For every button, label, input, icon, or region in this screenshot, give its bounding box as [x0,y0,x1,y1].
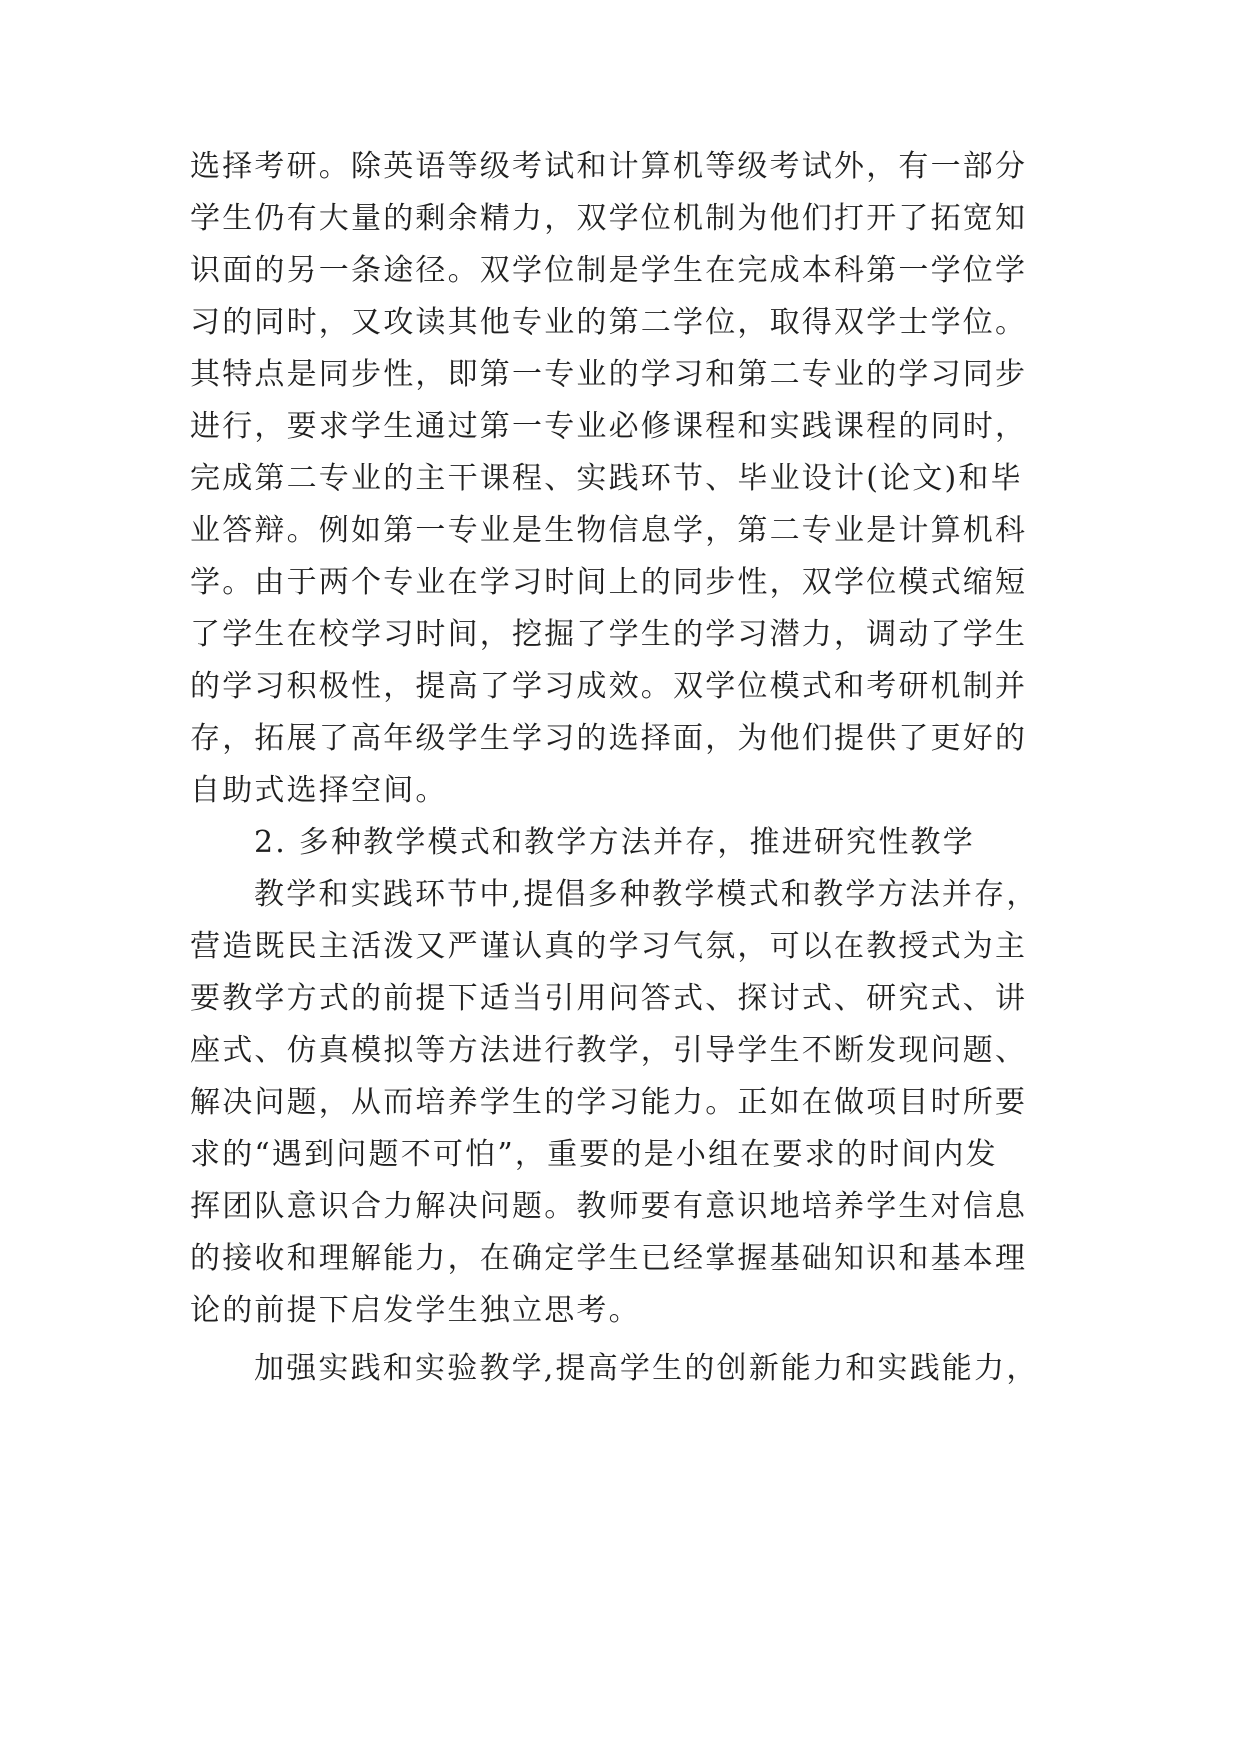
text-line: 识面的另一条途径。双学位制是学生在完成本科第一学位学 [190,253,1028,288]
text-line: 完成第二专业的主干课程、实践环节、毕业设计(论文)和毕 [190,461,1023,496]
text-line: 选择考研。除英语等级考试和计算机等级考试外，有一部分 [190,149,1028,184]
text-line: 挥团队意识合力解决问题。教师要有意识地培养学生对信息 [190,1189,1028,1224]
text-line: 解决问题，从而培养学生的学习能力。正如在做项目时所要 [190,1085,1028,1120]
text-line: 营造既民主活泼又严谨认真的学习气氛，可以在教授式为主 [190,929,1028,964]
text-line: 教学和实践环节中,提倡多种教学模式和教学方法并存， [254,877,1039,912]
text-line: 进行，要求学生通过第一专业必修课程和实践课程的同时， [190,409,1028,444]
text-line: 存，拓展了高年级学生学习的选择面，为他们提供了更好的 [190,721,1028,756]
text-line: 其特点是同步性，即第一专业的学习和第二专业的学习同步 [190,357,1028,392]
text-line: 的学习积极性，提高了学习成效。双学位模式和考研机制并 [190,669,1028,704]
text-line: 的接收和理解能力，在确定学生已经掌握基础知识和基本理 [190,1241,1028,1276]
text-line: 座式、仿真模拟等方法进行教学，引导学生不断发现问题、 [190,1033,1028,1068]
text-line: 学生仍有大量的剩余精力，双学位机制为他们打开了拓宽知 [190,201,1028,236]
text-line: 自助式选择空间。 [190,773,448,808]
section-heading: 2. 多种教学模式和教学方法并存，推进研究性教学 [254,825,975,860]
text-line: 加强实践和实验教学,提高学生的创新能力和实践能力， [254,1351,1039,1386]
text-line: 要教学方式的前提下适当引用问答式、探讨式、研究式、讲 [190,981,1028,1016]
text-line: 论的前提下启发学生独立思考。 [190,1293,641,1328]
text-line: 学。由于两个专业在学习时间上的同步性，双学位模式缩短 [190,565,1028,600]
text-line: 习的同时，又攻读其他专业的第二学位，取得双学士学位。 [190,305,1028,340]
text-line: 求的“遇到问题不可怕”，重要的是小组在要求的时间内发 [190,1137,998,1172]
text-line: 业答辩。例如第一专业是生物信息学，第二专业是计算机科 [190,513,1028,548]
text-line: 了学生在校学习时间，挖掘了学生的学习潜力，调动了学生 [190,617,1028,652]
